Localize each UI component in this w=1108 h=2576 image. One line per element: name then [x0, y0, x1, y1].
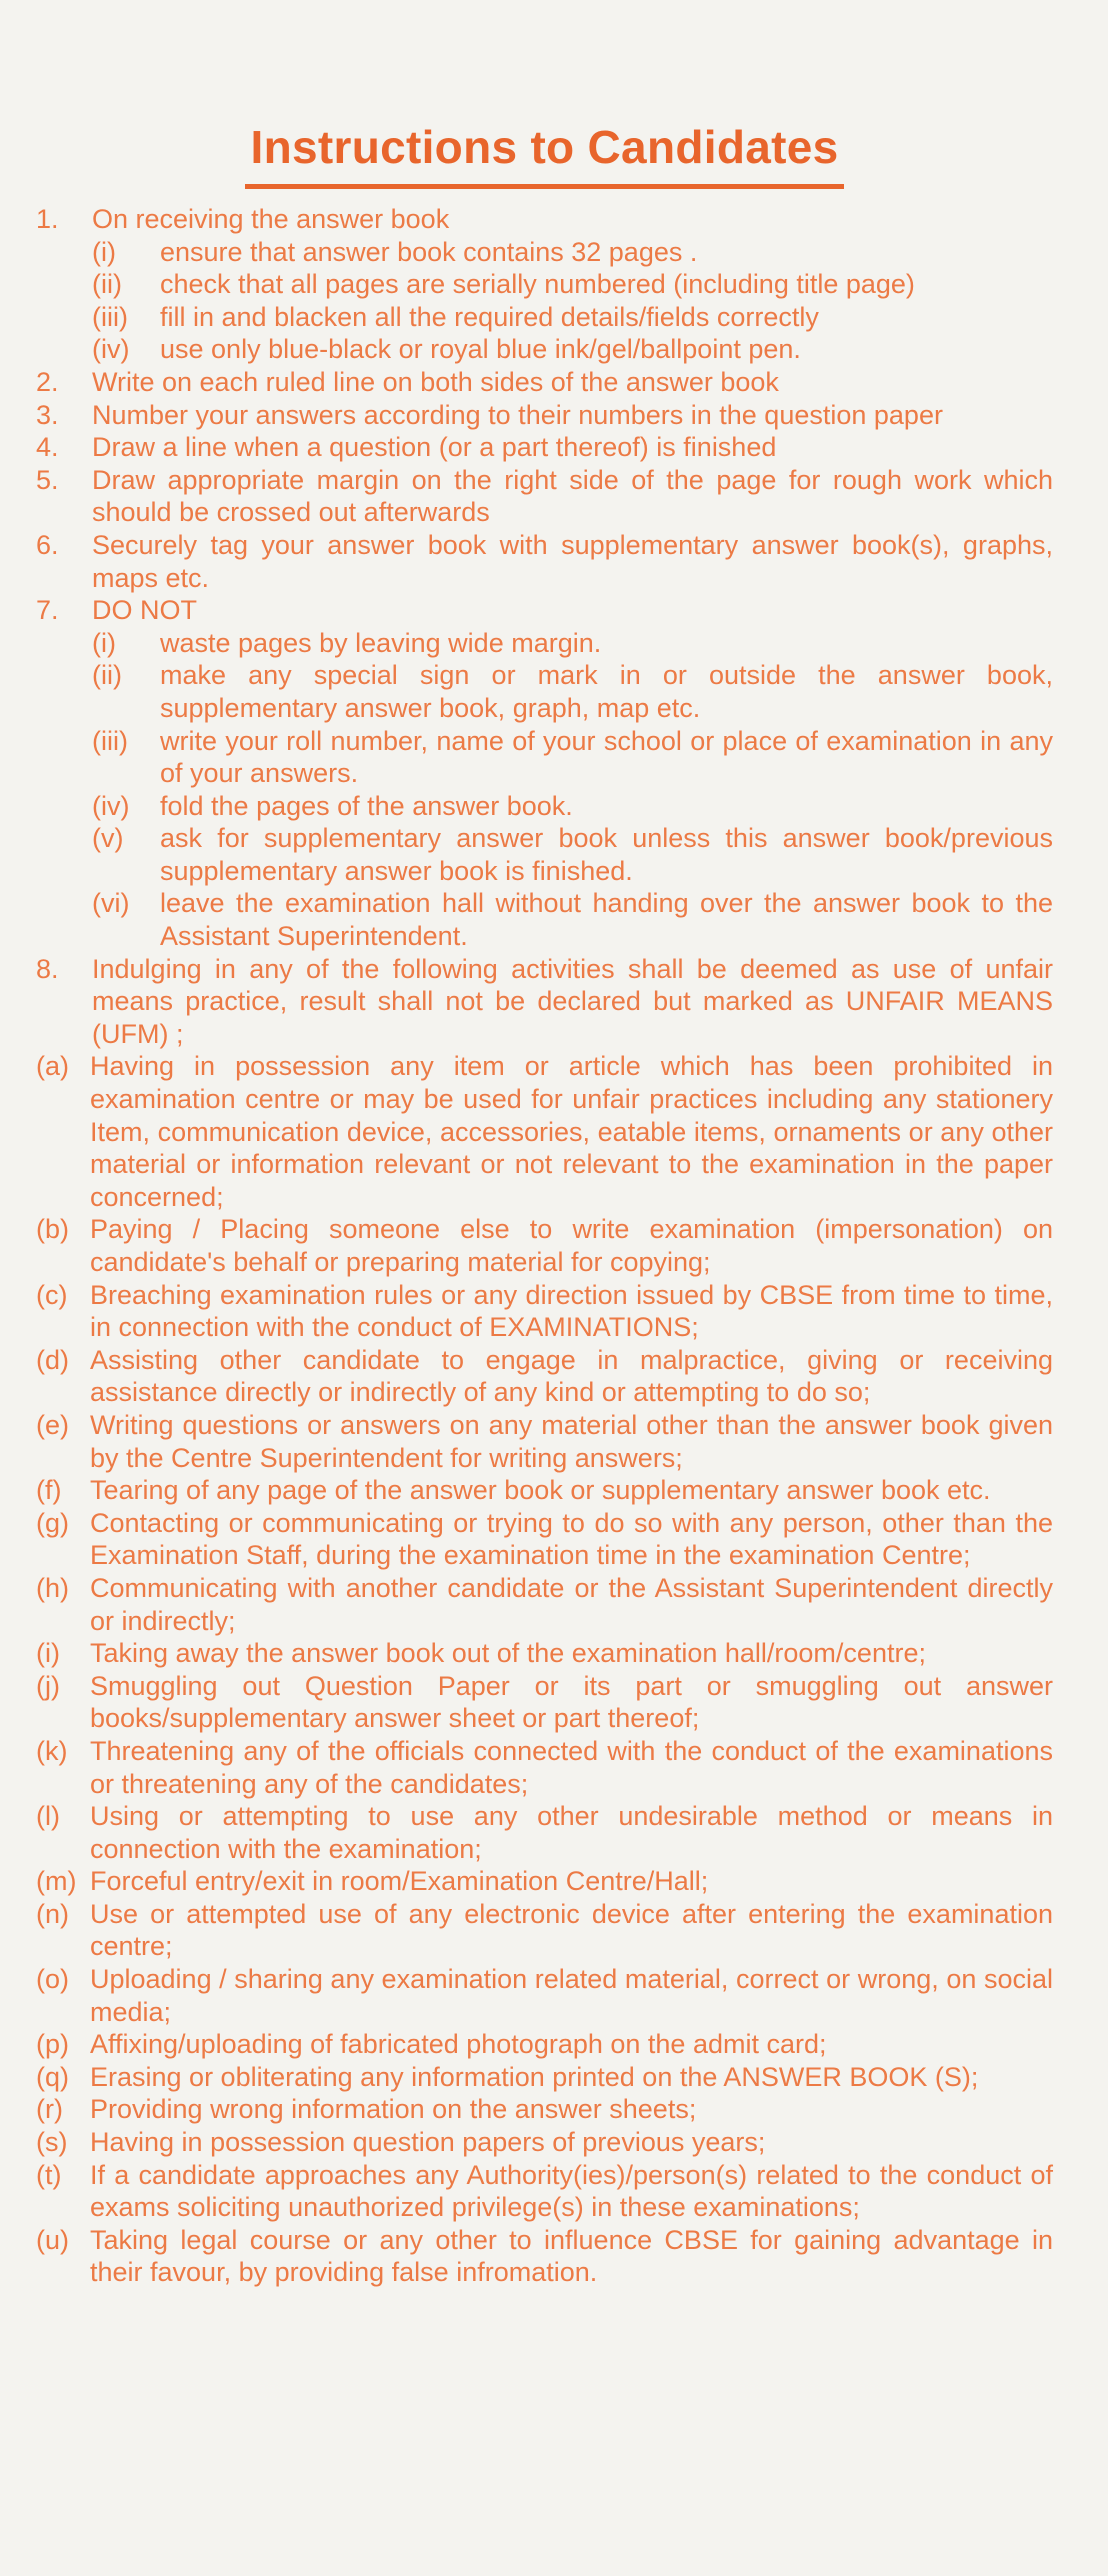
instruction-item: [36, 1800, 1053, 1865]
item-text: Uploading / sharing any examination related material, correct or wrong, on social media;: [90, 1964, 1053, 2027]
instruction-item: [36, 464, 1053, 529]
item-marker: (c): [36, 1279, 68, 1310]
item-marker: (f): [36, 1475, 62, 1506]
item-marker: 3.: [36, 399, 59, 430]
item-text: Using or attempting to use any other undesirable method or means in connection with the examination;: [90, 1801, 1053, 1864]
item-marker: (iv): [92, 790, 130, 821]
item-text: make any special sign or mark in or outside the answer book, supplementary answer book, graph, map etc.: [160, 660, 1053, 723]
instruction-item: [36, 333, 1053, 366]
item-marker: (ii): [92, 660, 122, 691]
item-text: check that all pages are serially numbered (including title page): [160, 269, 915, 300]
title-block: [36, 120, 1053, 189]
item-marker: 1.: [36, 204, 59, 234]
instruction-item: [36, 366, 1053, 399]
item-marker: (vi): [92, 888, 130, 919]
item-marker: (u): [36, 2224, 69, 2255]
item-text: waste pages by leaving wide margin.: [160, 627, 602, 658]
instruction-item: [36, 2028, 1053, 2061]
instruction-item: [36, 1344, 1053, 1409]
instruction-item: [36, 399, 1053, 432]
instruction-item: [36, 2061, 1053, 2094]
instruction-item: [36, 1409, 1053, 1474]
item-marker: (e): [36, 1409, 69, 1440]
instruction-item: [36, 594, 1053, 627]
item-marker: (ii): [92, 269, 122, 300]
item-text: Having in possession any item or article which has been prohibited in examination centre or may be used for unfair practices including any stationery Item, communication device, accessories, eatable items, ornaments or any other material or information relevant or not relevant to the examination in the paper concerned;: [90, 1051, 1053, 1212]
item-text: Use or attempted use of any electronic device after entering the examination centre;: [90, 1898, 1053, 1962]
item-marker: 7.: [36, 595, 59, 626]
item-text: Erasing or obliterating any information printed on the ANSWER BOOK (S);: [90, 2061, 979, 2092]
instruction-item: [36, 1279, 1053, 1344]
instruction-item: [36, 1050, 1053, 1213]
instruction-item: [36, 236, 1053, 269]
item-text: DO NOT: [92, 595, 197, 626]
item-marker: (t): [36, 2159, 62, 2190]
item-text: Indulging in any of the following activities shall be deemed as use of unfair means practice, result shall not be declared but marked as UNFAIR MEANS (UFM) ;: [92, 953, 1053, 1049]
item-text: ask for supplementary answer book unless this answer book/previous supplementary answer book is finished.: [160, 823, 1053, 886]
item-text: Writing questions or answers on any material other than the answer book given by the Centre Superintendent for writing answers;: [90, 1409, 1053, 1473]
instruction-item: [36, 627, 1053, 660]
item-text: Draw appropriate margin on the right side of the page for rough work which should be crossed out afterwards: [92, 464, 1053, 528]
instruction-item: [36, 725, 1053, 790]
item-text: Number your answers according to their numbers in the question paper: [92, 399, 943, 430]
item-marker: (r): [36, 2094, 63, 2125]
item-marker: (d): [36, 1344, 69, 1375]
instruction-item: [36, 2126, 1053, 2159]
item-marker: 8.: [36, 953, 59, 984]
item-text: Paying / Placing someone else to write examination (impersonation) on candidate's behalf or preparing material for copying;: [90, 1214, 1053, 1277]
item-text: Tearing of any page of the answer book or supplementary answer book etc.: [90, 1475, 991, 1506]
item-marker: (k): [36, 1735, 68, 1766]
item-marker: (iii): [92, 725, 128, 756]
instruction-item: [36, 2093, 1053, 2126]
item-marker: (p): [36, 2029, 69, 2060]
item-marker: (s): [36, 2127, 68, 2158]
instruction-item: [36, 268, 1053, 301]
item-marker: (iv): [92, 334, 130, 365]
instruction-item: [36, 659, 1053, 724]
instruction-item: [36, 431, 1053, 464]
item-text: Securely tag your answer book with supplementary answer book(s), graphs, maps etc.: [92, 529, 1053, 593]
item-marker: (iii): [92, 301, 128, 332]
instruction-item: [36, 2224, 1053, 2289]
item-text: Write on each ruled line on both sides of the answer book: [92, 366, 779, 397]
item-marker: (m): [36, 1866, 77, 1897]
item-marker: (l): [36, 1801, 60, 1832]
item-marker: (v): [92, 823, 124, 854]
instruction-item: [36, 1865, 1053, 1898]
item-marker: (j): [36, 1670, 60, 1701]
instruction-item: [36, 1637, 1053, 1670]
instruction-item: [36, 1898, 1053, 1963]
item-text: fold the pages of the answer book.: [160, 790, 573, 821]
item-marker: 6.: [36, 529, 59, 560]
item-marker: (a): [36, 1051, 69, 1082]
item-text: Providing wrong information on the answer sheets;: [90, 2094, 697, 2125]
item-text: use only blue-black or royal blue ink/gel/ballpoint pen.: [160, 334, 801, 365]
item-text: Having in possession question papers of previous years;: [90, 2127, 766, 2158]
item-marker: 5.: [36, 464, 59, 495]
item-marker: (b): [36, 1214, 69, 1245]
item-marker: (o): [36, 1964, 69, 1995]
item-text: fill in and blacken all the required details/fields correctly: [160, 301, 819, 332]
instruction-item: [36, 529, 1053, 594]
item-text: leave the examination hall without handing over the answer book to the Assistant Superintendent.: [160, 888, 1053, 952]
instruction-item: [36, 2159, 1053, 2224]
instruction-item: [36, 790, 1053, 823]
item-text: Communicating with another candidate or the Assistant Superintendent directly or indirectly;: [90, 1572, 1053, 1636]
instruction-item: [36, 1572, 1053, 1637]
item-marker: (n): [36, 1898, 69, 1929]
instruction-item: [36, 1735, 1053, 1800]
item-marker: (i): [92, 236, 116, 267]
instruction-item: [36, 301, 1053, 334]
item-text: Threatening any of the officials connected with the conduct of the examinations or threatening any of the candidates;: [90, 1735, 1053, 1799]
instruction-item: [36, 822, 1053, 887]
instructions-list: [36, 203, 1053, 2289]
item-text: Taking legal course or any other to influence CBSE for gaining advantage in their favour, by providing false infromation.: [90, 2224, 1053, 2288]
instruction-item: [36, 1670, 1053, 1735]
instruction-item: [36, 953, 1053, 1051]
item-text: ensure that answer book contains 32 pages .: [160, 236, 698, 267]
item-text: Forceful entry/exit in room/Examination Centre/Hall;: [90, 1866, 709, 1897]
instruction-item: [36, 1507, 1053, 1572]
item-marker: (h): [36, 1572, 69, 1603]
item-text: Affixing/uploading of fabricated photograph on the admit card;: [90, 2029, 827, 2060]
item-marker: (i): [92, 627, 116, 658]
instruction-item: [36, 1213, 1053, 1278]
item-text: Breaching examination rules or any direction issued by CBSE from time to time, in connection with the conduct of EXAMINATIONS;: [90, 1279, 1053, 1343]
item-marker: 4.: [36, 432, 59, 463]
item-marker: 2.: [36, 366, 59, 397]
item-marker: (g): [36, 1507, 69, 1538]
instruction-item: [36, 887, 1053, 952]
item-text: Assisting other candidate to engage in malpractice, giving or receiving assistance directly or indirectly of any kind or attempting to do so;: [90, 1344, 1053, 1408]
instruction-item: [36, 1963, 1053, 2028]
item-text: Taking away the answer book out of the examination hall/room/centre;: [90, 1638, 926, 1669]
instruction-item: [36, 1474, 1053, 1507]
item-text: Contacting or communicating or trying to do so with any person, other than the Examination Staff, during the examination time in the examination Centre;: [90, 1507, 1053, 1571]
item-text: Smuggling out Question Paper or its part or smuggling out answer books/supplementary answer sheet or part thereof;: [90, 1670, 1053, 1734]
item-marker: (q): [36, 2061, 69, 2092]
item-text: Draw a line when a question (or a part thereof) is finished: [92, 432, 777, 463]
instruction-item: [36, 203, 1053, 236]
item-marker: (i): [36, 1638, 60, 1669]
item-text: If a candidate approaches any Authority(ies)/person(s) related to the conduct of exams soliciting unauthorized privilege(s) in these examinations;: [90, 2159, 1053, 2223]
page-title: Instructions to Candidates: [245, 120, 845, 189]
item-text: On receiving the answer book: [92, 204, 450, 234]
item-text: write your roll number, name of your school or place of examination in any of your answers.: [160, 725, 1053, 789]
